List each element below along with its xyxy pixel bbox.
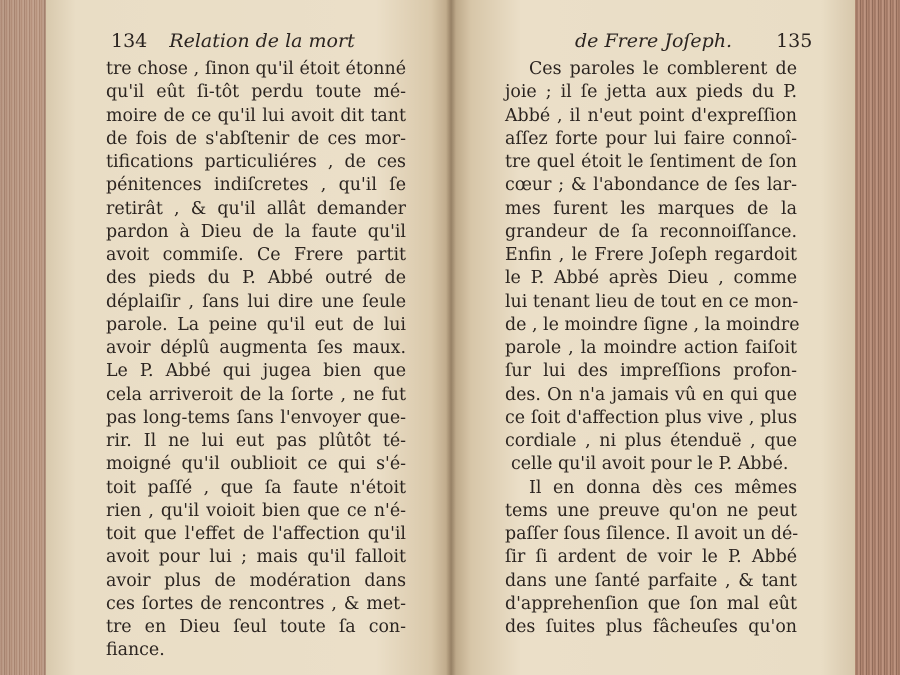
text-line: pas long-tems ſans l'envoyer que- xyxy=(106,407,406,428)
text-line: ces ſortes de rencontres , & met- xyxy=(106,593,406,614)
text-line: Enfin , le Frere Joſeph regardoit xyxy=(505,245,797,265)
text-line: des ſuites plus fâcheuſes qu'on xyxy=(505,617,797,637)
right-page-text xyxy=(505,58,800,639)
right-page-edges xyxy=(855,0,900,675)
text-line: tre en Dieu ſeul toute ſa con- xyxy=(106,617,406,637)
text-line: Abbé , il n'eut point d'expreſſion xyxy=(505,105,797,126)
text-line: avoit pour lui ; mais qu'il falloit xyxy=(106,547,406,568)
right-running-head xyxy=(575,30,812,56)
text-line: pardon à Dieu de la faute qu'il xyxy=(106,221,406,242)
left-page xyxy=(46,0,451,675)
right-page-number: 135 xyxy=(776,30,813,52)
text-line: des pieds du P. Abbé outré de xyxy=(106,268,406,289)
text-line: cœur ; & l'abondance de ſes lar- xyxy=(505,175,797,196)
left-page-edges xyxy=(0,0,48,675)
right-running-title: de Frere Joſeph. xyxy=(575,30,733,52)
text-line: tre chose , ſinon qu'il étoit étonné xyxy=(106,59,406,79)
left-page-number: 134 xyxy=(111,30,148,52)
text-line: pénitences indiſcretes , qu'il ſe xyxy=(106,175,406,196)
text-line: Il en donna dès ces mêmes xyxy=(529,477,797,498)
text-line: joie ; il ſe jetta aux pieds du P. xyxy=(505,82,797,103)
text-line: rir. Il ne lui eut pas plûtôt té- xyxy=(106,431,406,451)
text-line: parole , la moindre action faiſoit xyxy=(505,338,797,358)
text-line: mes furent les marques de la xyxy=(505,198,797,219)
text-line: grandeur de ſa reconnoiſſance. xyxy=(505,221,797,242)
text-line: avoit commiſe. Ce Frere partit xyxy=(106,245,406,265)
text-line: qu'il eût ſi-tôt perdu toute mé- xyxy=(106,82,406,103)
text-line: avoir déplû augmenta ſes maux. xyxy=(106,338,406,358)
left-running-head xyxy=(111,30,355,56)
text-line: avoir plus de modération dans xyxy=(106,570,406,591)
text-line: celle qu'il avoit pour le P. Abbé. xyxy=(511,454,789,475)
text-line: paſſer ſous ſilence. Il avoit un dé- xyxy=(505,524,799,544)
left-running-title: Relation de la mort xyxy=(169,30,355,52)
text-line: tre quel étoit le ſentiment de ſon xyxy=(505,152,797,172)
text-line: ſir ſi ardent de voir le P. Abbé xyxy=(505,547,797,568)
text-line: retirât , & qu'il allât demander xyxy=(106,198,406,219)
text-line: Le P. Abbé qui jugea bien que xyxy=(106,361,406,382)
text-line: tems une preuve qu'on ne peut xyxy=(505,500,797,521)
left-page-text xyxy=(106,58,406,663)
text-line: d'apprehenſion que ſon mal eût xyxy=(505,593,797,614)
text-line: lui tenant lieu de tout en ce mon- xyxy=(505,291,799,312)
text-line: moigné qu'il oublioit ce qui s'é- xyxy=(106,454,406,475)
right-page xyxy=(451,0,857,675)
text-line: Ces paroles le comblerent de xyxy=(529,59,797,79)
text-line: de fois de s'abſtenir de ces mor- xyxy=(106,128,406,149)
text-line: aſſez forte pour lui faire connoî- xyxy=(505,128,797,149)
text-line: déplaiſir , ſans lui dire une ſeule xyxy=(106,291,406,312)
text-line: le P. Abbé après Dieu , comme xyxy=(505,268,797,289)
text-line: ce ſoit d'affection plus vive , plus xyxy=(505,407,797,428)
text-line: fiance. xyxy=(106,640,165,661)
text-line: des. On n'a jamais vû en qui que xyxy=(505,384,797,405)
text-line: tifications particuliéres , de ces xyxy=(106,152,406,172)
text-line: toit paſſé , que ſa faute n'étoit xyxy=(106,477,406,498)
text-line: parole. La peine qu'il eut de lui xyxy=(106,314,406,335)
text-line: moire de ce qu'il lui avoit dit tant xyxy=(106,105,406,126)
text-line: de , le moindre ſigne , la moindre xyxy=(505,314,800,335)
text-line: ſur lui des impreſſions profon- xyxy=(505,361,797,382)
book-gutter xyxy=(446,0,456,675)
text-line: rien , qu'il voioit bien que ce n'é- xyxy=(106,500,406,521)
text-line: toit que l'effet de l'affection qu'il xyxy=(106,524,406,544)
text-line: cordiale , ni plus étenduë , que xyxy=(505,431,797,451)
text-line: cela arriveroit de la ſorte , ne fut xyxy=(106,384,406,405)
text-line: dans une ſanté parfaite , & tant xyxy=(505,570,797,591)
